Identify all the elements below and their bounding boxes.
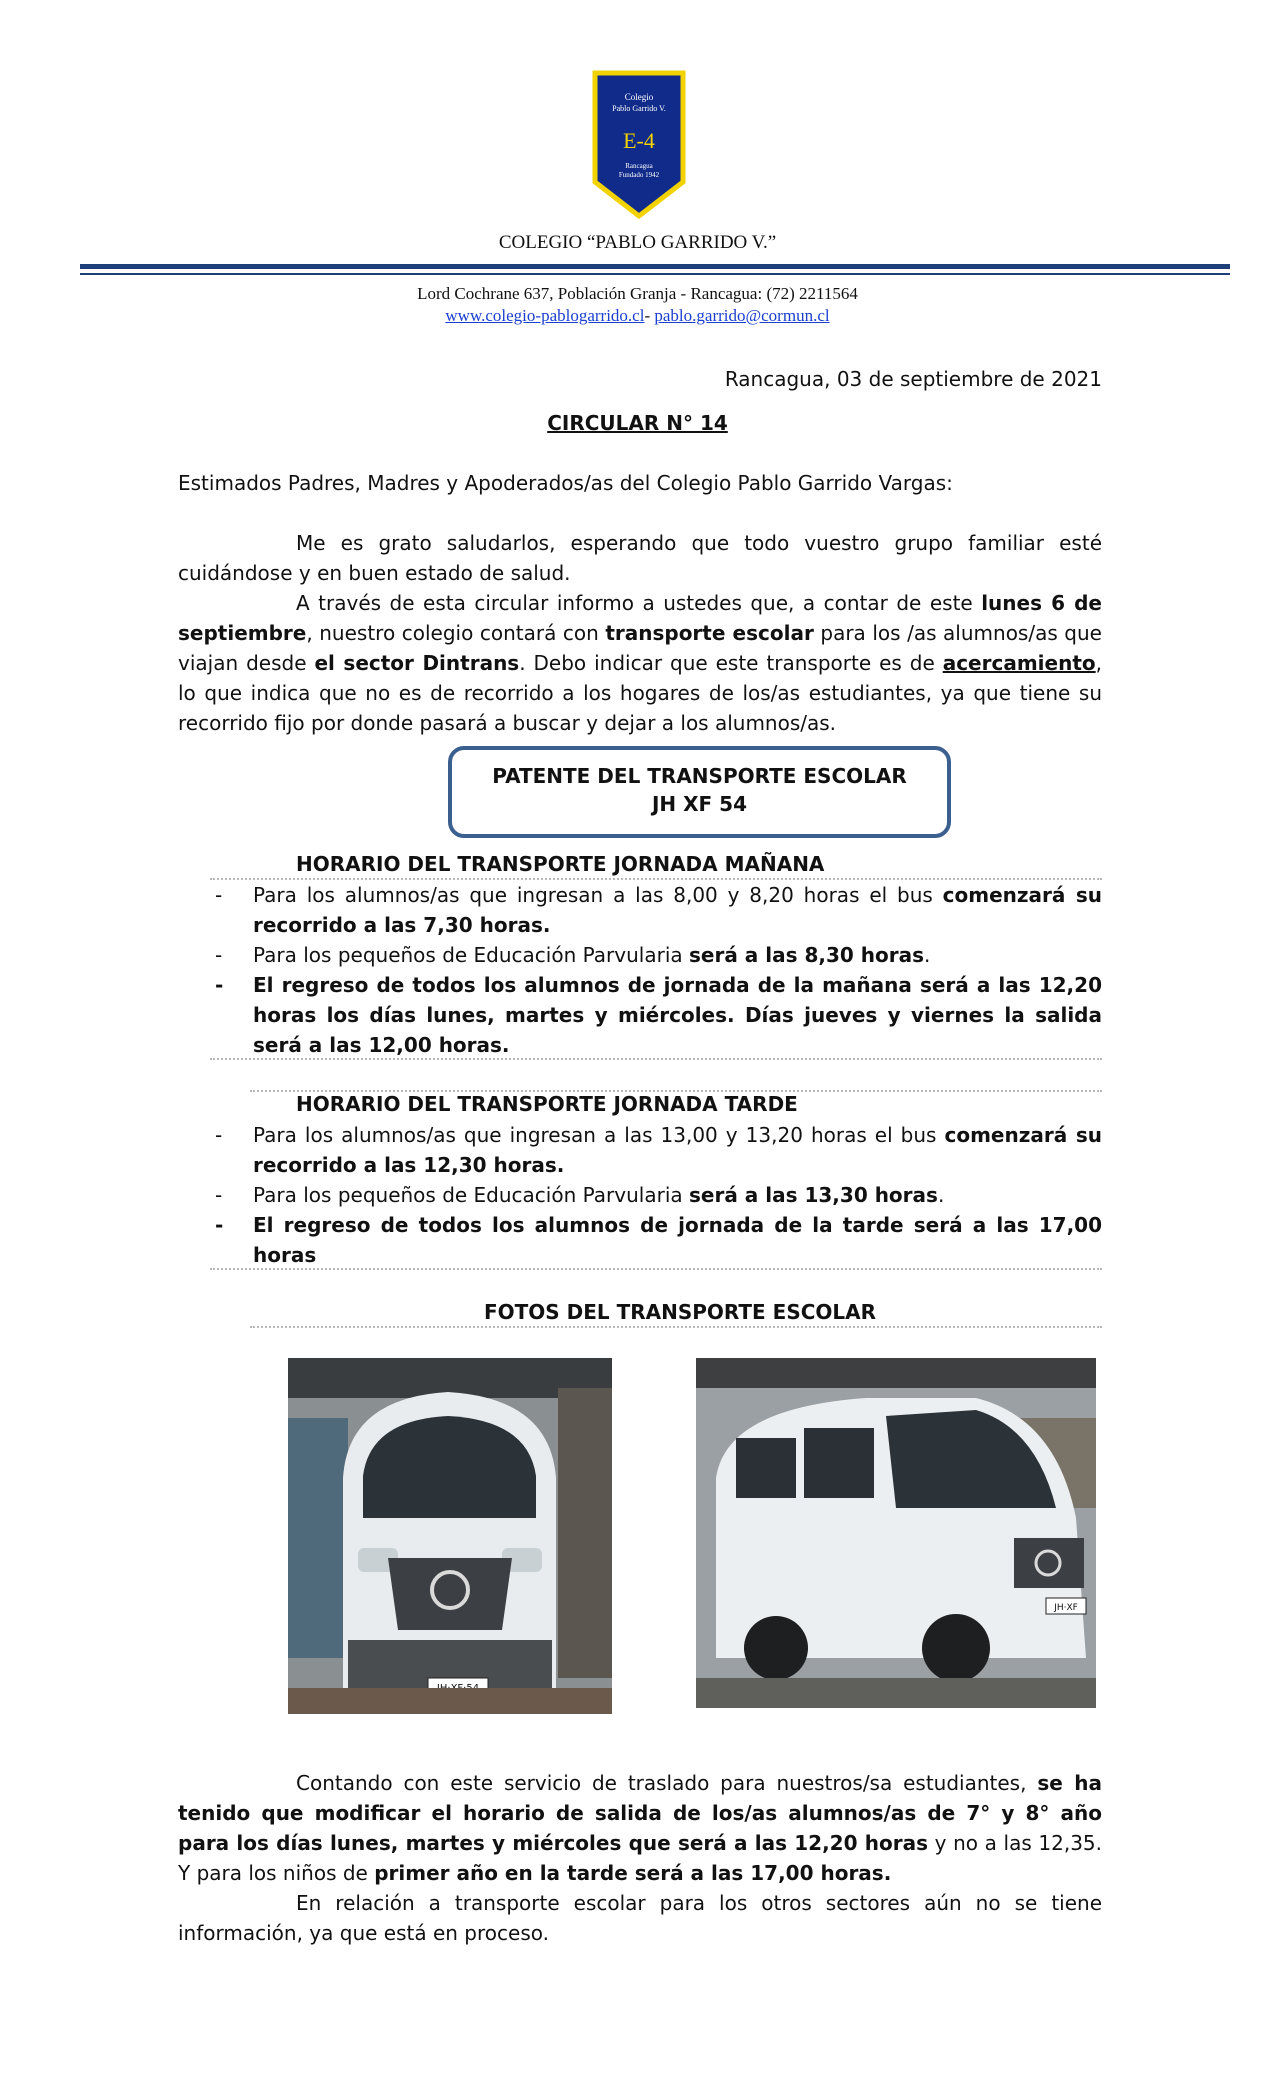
afternoon-schedule-title: HORARIO DEL TRANSPORTE JORNADA TARDE xyxy=(296,1092,798,1116)
school-crest-logo xyxy=(592,70,686,220)
text-run: , nuestro colegio contará con xyxy=(306,621,606,645)
paragraph-announcement xyxy=(178,588,1102,738)
text-run: Para los pequeños de Educación Parvularia xyxy=(253,1183,689,1207)
bullet-dash: - xyxy=(215,883,223,907)
morning-schedule-list xyxy=(215,880,1102,1060)
bullet-dash: - xyxy=(215,1123,223,1147)
svg-text:Pablo Garrido V.: Pablo Garrido V. xyxy=(612,104,666,113)
paragraph-greeting xyxy=(178,528,1102,588)
bus-front-photo xyxy=(288,1358,612,1714)
bold-run: comenzará su recorrido a las 7,30 horas. xyxy=(253,883,1102,937)
bold-run: se ha tenido que modificar el horario de salida de los/as alumnos/as de 7° y 8° año para los días lunes, martes y miércoles que será a las 12,20 horas xyxy=(178,1771,1102,1855)
license-plate-number: JH XF 54 xyxy=(651,792,748,816)
school-address: Lord Cochrane 637, Población Granja - Rancagua: (72) 2211564 xyxy=(417,284,858,303)
letter-date: Rancagua, 03 de septiembre de 2021 xyxy=(724,367,1102,391)
text-run: . Debo indicar que este transporte es de xyxy=(519,651,943,675)
bold-run: el sector Dintrans xyxy=(314,651,520,675)
paragraph-schedule-change xyxy=(178,1768,1102,1888)
text-run: y no a las 12,35. Y para los niños de xyxy=(178,1831,1103,1885)
dotted-divider xyxy=(210,1268,1102,1270)
list-item xyxy=(215,970,1102,1060)
license-plate-box xyxy=(448,746,951,838)
photo-plate-label: JH·XF xyxy=(1054,1603,1078,1613)
svg-text:E-4: E-4 xyxy=(623,128,655,153)
paragraph-other-sectors-text: En relación a transporte escolar para los otros sectores aún no se tiene información, ya que está en proceso. xyxy=(178,1891,1102,1945)
bullet-dash: - xyxy=(215,1183,223,1207)
contact-links xyxy=(0,306,1275,326)
text-run: A través de esta circular informo a ustedes que, a contar de este xyxy=(296,591,982,615)
text-run: Para los pequeños de Educación Parvularia xyxy=(253,943,689,967)
license-plate-title: PATENTE DEL TRANSPORTE ESCOLAR xyxy=(492,764,907,788)
bullet-dash: - xyxy=(215,1213,224,1237)
email-link[interactable]: pablo.garrido@cormun.cl xyxy=(654,306,830,325)
text-run: Para los alumnos/as que ingresan a las 8,00 y 8,20 horas el bus xyxy=(253,883,943,907)
text-run: . xyxy=(924,943,931,967)
svg-text:Rancagua: Rancagua xyxy=(625,162,653,170)
svg-text:Colegio: Colegio xyxy=(624,92,654,102)
afternoon-schedule-list xyxy=(215,1120,1102,1270)
website-link[interactable]: www.colegio-pablogarrido.cl xyxy=(445,306,645,325)
bold-run: El regreso de todos los alumnos de jornada de la mañana será a las 12,20 horas los días lunes, martes y miércoles. Días jueves y viernes la salida será a las 12,00 horas. xyxy=(253,973,1102,1057)
text-run: . xyxy=(937,1183,945,1207)
list-item xyxy=(215,1120,1102,1180)
link-separator: - xyxy=(644,306,651,325)
header-rule-thick xyxy=(80,264,1230,269)
bold-run: primer año en la tarde será a las 17,00 horas. xyxy=(374,1861,892,1885)
header-rule-thin xyxy=(80,273,1230,275)
photos-title: FOTOS DEL TRANSPORTE ESCOLAR xyxy=(483,1300,877,1324)
bold-run: El regreso de todos los alumnos de jornada de la tarde será a las 17,00 horas xyxy=(253,1213,1102,1267)
text-run: Para los alumnos/as que ingresan a las 13,00 y 13,20 horas el bus xyxy=(253,1123,945,1147)
bus-side-photo xyxy=(696,1358,1096,1708)
text-run: para los /as alumnos/as que viajan desde xyxy=(178,621,1102,675)
morning-schedule-title: HORARIO DEL TRANSPORTE JORNADA MAÑANA xyxy=(296,852,825,876)
greeting: Estimados Padres, Madres y Apoderados/as del Colegio Pablo Garrido Vargas: xyxy=(178,471,953,495)
dotted-divider xyxy=(250,1326,1102,1328)
school-name: COLEGIO “PABLO GARRIDO V.” xyxy=(498,232,777,253)
list-item xyxy=(215,1210,1102,1270)
svg-text:Fundado 1942: Fundado 1942 xyxy=(618,171,660,179)
text-run: Contando con este servicio de traslado para nuestros/sa estudiantes, xyxy=(296,1771,1038,1795)
dotted-divider xyxy=(210,1058,1102,1060)
list-item xyxy=(215,880,1102,940)
bold-run: transporte escolar xyxy=(605,621,814,645)
paragraph-other-sectors xyxy=(178,1888,1102,1948)
bullet-dash: - xyxy=(215,943,223,967)
list-item xyxy=(215,1180,1102,1210)
bold-run: será a las 8,30 horas xyxy=(689,943,925,967)
bold-run: lunes 6 de septiembre xyxy=(178,591,1102,645)
circular-title: CIRCULAR N° 14 xyxy=(547,411,728,435)
bold-run: comenzará su recorrido a las 12,30 horas. xyxy=(253,1123,1102,1177)
bold-run: será a las 13,30 horas xyxy=(689,1183,938,1207)
bullet-dash: - xyxy=(215,973,224,997)
list-item xyxy=(215,940,1102,970)
text-run: , lo que indica que no es de recorrido a los hogares de los/as estudiantes, ya que tiene su recorrido fijo por donde pasará a buscar y dejar a los alumnos/as. xyxy=(178,651,1102,735)
bold-underlined-run: acercamiento xyxy=(942,651,1096,675)
paragraph-greeting-text: Me es grato saludarlos, esperando que todo vuestro grupo familiar esté cuidándose y en buen estado de salud. xyxy=(178,531,1102,585)
